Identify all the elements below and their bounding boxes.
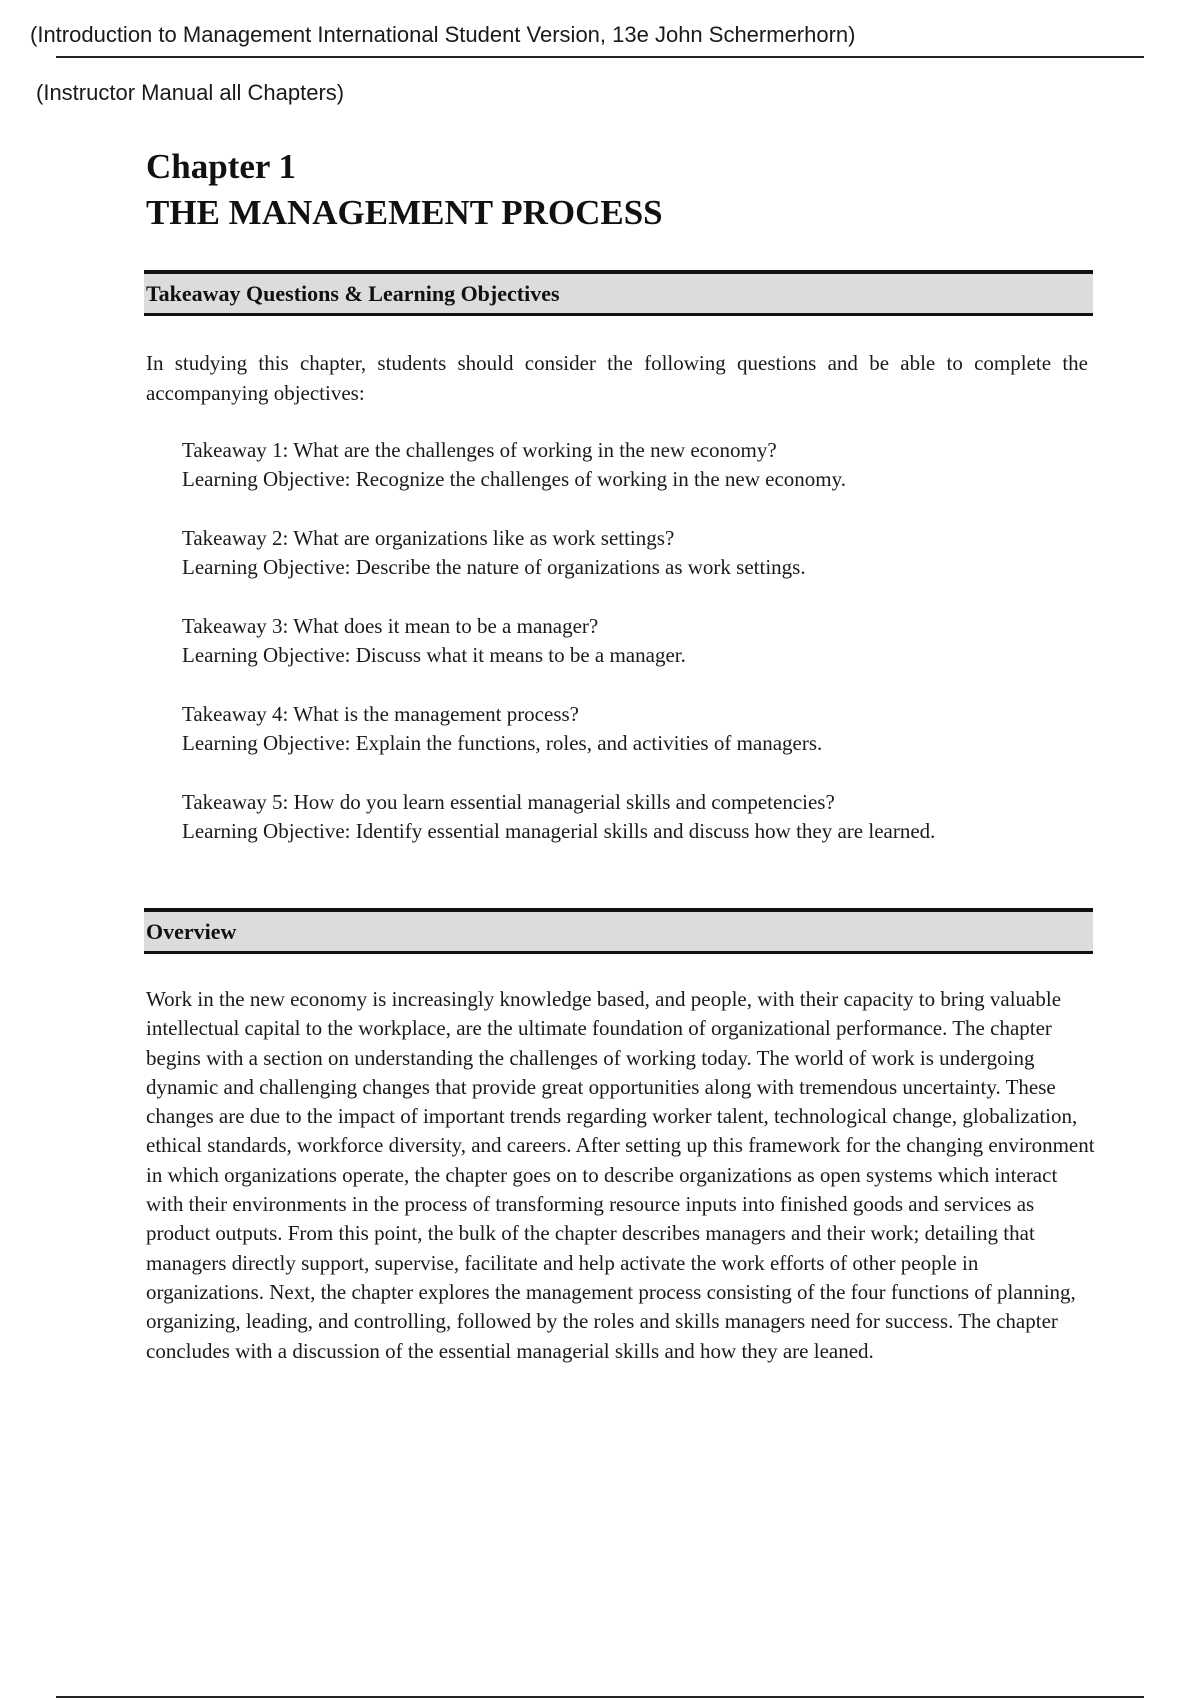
header-divider — [56, 56, 1144, 58]
chapter-heading — [146, 144, 663, 236]
takeaway-list — [182, 436, 1092, 876]
manual-subtitle: (Instructor Manual all Chapters) — [36, 80, 345, 105]
takeaway-item — [182, 700, 1092, 758]
takeaway-question: Takeaway 5: How do you learn essential managerial skills and competencies? — [182, 790, 835, 814]
book-title-header: (Introduction to Management International Student Version, 13e John Schermerhorn) — [30, 22, 856, 47]
objectives-intro: In studying this chapter, students should consider the following questions and be able to complete the accompanying objectives: — [146, 351, 1088, 405]
footer-divider — [56, 1696, 1144, 1698]
takeaway-item — [182, 612, 1092, 670]
learning-objective: Learning Objective: Discuss what it means to be a manager. — [182, 643, 686, 667]
chapter-title: THE MANAGEMENT PROCESS — [146, 193, 663, 232]
objectives-section-heading: Takeaway Questions & Learning Objectives — [144, 270, 1093, 316]
takeaway-item — [182, 524, 1092, 582]
takeaway-item — [182, 788, 1092, 846]
takeaway-question: Takeaway 1: What are the challenges of working in the new economy? — [182, 438, 777, 462]
takeaway-item — [182, 436, 1092, 494]
takeaway-question: Takeaway 2: What are organizations like as work settings? — [182, 526, 675, 550]
overview-paragraph: Work in the new economy is increasingly knowledge based, and people, with their capacity to bring valuable intellectual capital to the workplace, are the ultimate foundation of organizational performance. The chapter begins with a section on understanding the challenges of working today. The world of work is undergoing dynamic and challenging changes that provide great opportunities along with tremendous uncertainty. These changes are due to the impact of important trends regarding worker talent, technological change, globalization, ethical standards, workforce diversity, and careers. After setting up this framework for the changing environment in which organizations operate, the chapter goes on to describe organizations as open systems which interact with their environments in the process of transforming resource inputs into finished goods and services as product outputs. From this point, the bulk of the chapter describes managers and their work; detailing that managers directly support, supervise, facilitate and help activate the work efforts of other people in organizations. Next, the chapter explores the management process consisting of the four functions of planning, organizing, leading, and controlling, followed by the roles and skills managers need for success. The chapter concludes with a discussion of the essential managerial skills and how they are leaned. — [146, 987, 1095, 1363]
overview-section-heading: Overview — [144, 908, 1093, 954]
learning-objective: Learning Objective: Identify essential managerial skills and discuss how they are learned. — [182, 819, 936, 843]
learning-objective: Learning Objective: Recognize the challenges of working in the new economy. — [182, 467, 846, 491]
learning-objective: Learning Objective: Explain the functions, roles, and activities of managers. — [182, 731, 823, 755]
chapter-number: Chapter 1 — [146, 147, 297, 186]
takeaway-question: Takeaway 3: What does it mean to be a manager? — [182, 614, 599, 638]
takeaway-question: Takeaway 4: What is the management process? — [182, 702, 579, 726]
learning-objective: Learning Objective: Describe the nature of organizations as work settings. — [182, 555, 806, 579]
